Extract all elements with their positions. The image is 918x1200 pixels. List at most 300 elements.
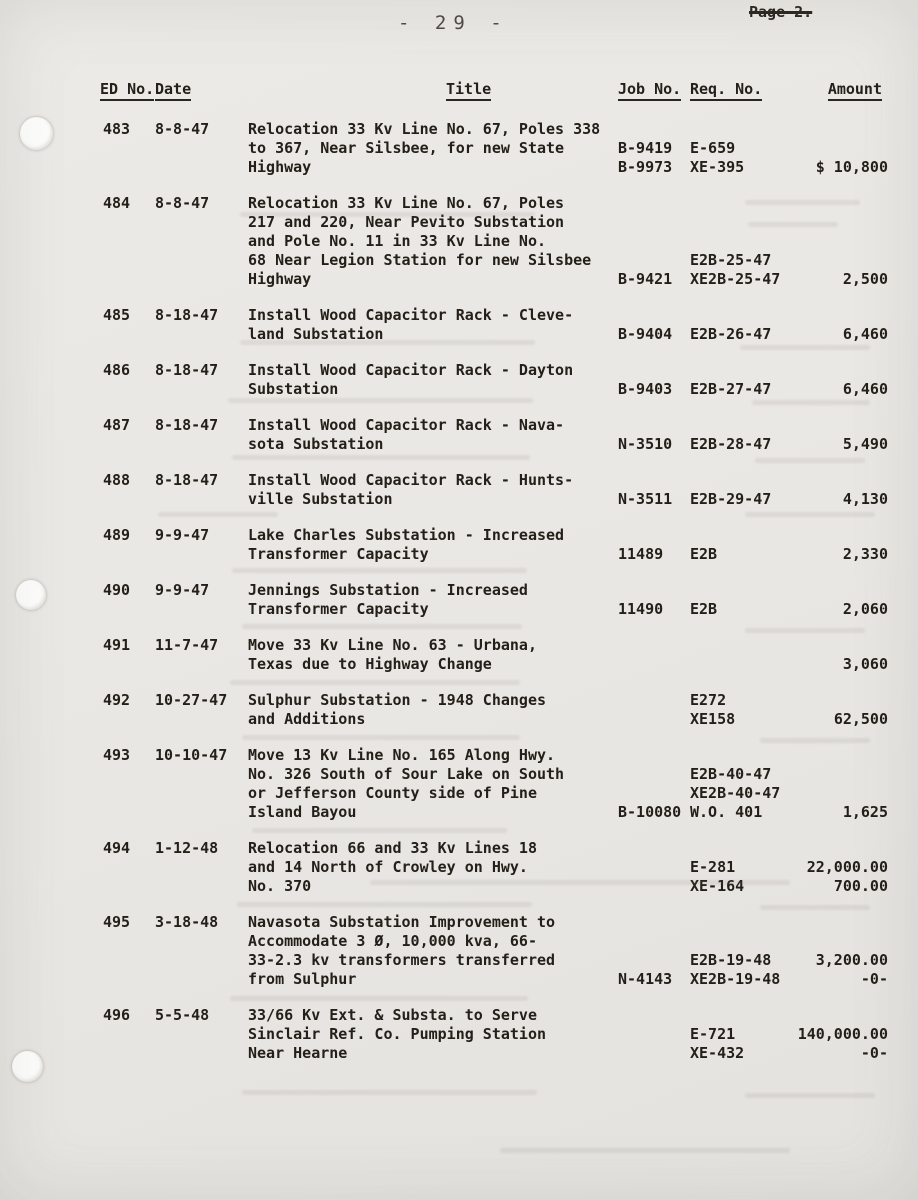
cell-line (618, 471, 690, 490)
req-no-cell (690, 416, 790, 454)
cell-line: N-4143 (618, 970, 673, 988)
cell-line (790, 839, 888, 858)
ledger-table (100, 80, 888, 1080)
cell-line (690, 232, 790, 251)
cell-line: E-721 (690, 1025, 736, 1043)
cell-line: from Sulphur (248, 970, 357, 988)
amount-cell (790, 1006, 888, 1063)
cell-line: 489 (103, 526, 131, 544)
cell-line: Accommodate 3 Ø, 10,000 kva, 66- (248, 932, 537, 950)
cell-line: E272 (690, 691, 727, 709)
req-no-cell (690, 194, 790, 289)
header-title (248, 80, 618, 99)
cell-line: land Substation (248, 325, 384, 343)
cell-line (618, 691, 690, 710)
title-cell (248, 471, 618, 509)
cell-line (790, 691, 888, 710)
title-cell (248, 913, 618, 989)
cell-line: 8-18-47 (155, 361, 219, 379)
cell-line (790, 361, 888, 380)
cell-line (790, 784, 888, 803)
job-no-cell (618, 1006, 690, 1063)
cell-line: 2,330 (842, 545, 888, 563)
title-cell (248, 416, 618, 454)
cell-line: Jennings Substation - Increased (248, 581, 528, 599)
cell-line: Sinclair Ref. Co. Pumping Station (248, 1025, 547, 1043)
cell-line (690, 581, 790, 600)
date-cell (155, 691, 248, 729)
cell-line: 2,060 (842, 600, 888, 618)
ed-no-cell (100, 839, 155, 896)
table-row (100, 416, 888, 454)
cell-line: No. 326 South of Sour Lake on South (248, 765, 565, 783)
req-no-cell (690, 636, 790, 674)
cell-line: 8-8-47 (155, 194, 210, 212)
title-cell (248, 120, 618, 177)
header-req-no-label: Req. No. (690, 80, 762, 101)
cell-line: 488 (103, 471, 131, 489)
req-no-cell (690, 1006, 790, 1063)
date-cell (155, 416, 248, 454)
cell-line: E2B-19-48 (690, 951, 772, 969)
cell-line (690, 655, 790, 674)
req-no-cell (690, 120, 790, 177)
cell-line: B-9973 (618, 158, 673, 176)
cell-line: $ 10,800 (815, 158, 888, 176)
cell-line: 487 (103, 416, 131, 434)
header-req-no (690, 80, 790, 99)
cell-line (790, 194, 888, 213)
cell-line (690, 839, 790, 858)
cell-line (790, 526, 888, 545)
job-no-cell (618, 120, 690, 177)
cell-line (618, 1044, 690, 1063)
cell-line: 700.00 (833, 877, 888, 895)
cell-line: -0- (860, 1044, 888, 1062)
cell-line: Relocation 33 Kv Line No. 67, Poles (248, 194, 565, 212)
job-no-cell (618, 636, 690, 674)
cell-line: 10-27-47 (155, 691, 228, 709)
cell-line: 11490 (618, 600, 664, 618)
cell-line: 494 (103, 839, 131, 857)
table-row (100, 581, 888, 619)
cell-line: Lake Charles Substation - Increased (248, 526, 565, 544)
date-cell (155, 913, 248, 989)
amount-cell (790, 416, 888, 454)
table-row (100, 526, 888, 564)
cell-line (690, 913, 790, 932)
cell-line: 6,460 (842, 325, 888, 343)
cell-line: B-9403 (618, 380, 673, 398)
amount-cell (790, 194, 888, 289)
cell-line (618, 636, 690, 655)
cell-line (790, 139, 888, 158)
cell-line: 493 (103, 746, 131, 764)
date-cell (155, 746, 248, 822)
cell-line: E2B (690, 600, 718, 618)
cell-line: 11-7-47 (155, 636, 219, 654)
date-cell (155, 1006, 248, 1063)
date-cell (155, 306, 248, 344)
cell-line: 486 (103, 361, 131, 379)
cell-line: 496 (103, 1006, 131, 1024)
hole-punch (16, 580, 46, 610)
cell-line (618, 877, 690, 896)
cell-line: 6,460 (842, 380, 888, 398)
cell-line (618, 306, 690, 325)
cell-line: 62,500 (833, 710, 888, 728)
cell-line (618, 361, 690, 380)
header-ed-no (100, 80, 155, 99)
cell-line: 491 (103, 636, 131, 654)
hole-punch (12, 1051, 43, 1082)
header-date (155, 80, 248, 99)
cell-line: 8-18-47 (155, 416, 219, 434)
cell-line: B-10080 (618, 803, 682, 821)
cell-line: Install Wood Capacitor Rack - Hunts- (248, 471, 574, 489)
cell-line: B-9421 (618, 270, 673, 288)
cell-line: XE-164 (690, 877, 745, 895)
cell-line: Highway (248, 158, 312, 176)
cell-line: E2B (690, 545, 718, 563)
cell-line (618, 913, 690, 932)
table-row (100, 194, 888, 289)
cell-line (690, 471, 790, 490)
cell-line: 8-18-47 (155, 471, 219, 489)
cell-line (690, 120, 790, 139)
title-cell (248, 636, 618, 674)
cell-line (690, 194, 790, 213)
job-no-cell (618, 691, 690, 729)
req-no-cell (690, 839, 790, 896)
cell-line: 3,200.00 (815, 951, 888, 969)
amount-cell (790, 581, 888, 619)
req-no-cell (690, 361, 790, 399)
cell-line: XE-395 (690, 158, 745, 176)
table-row (100, 636, 888, 674)
cell-line: Move 13 Kv Line No. 165 Along Hwy. (248, 746, 556, 764)
ed-no-cell (100, 526, 155, 564)
table-row (100, 306, 888, 344)
cell-line: Texas due to Highway Change (248, 655, 492, 673)
cell-line: E2B-29-47 (690, 490, 772, 508)
cell-line (690, 213, 790, 232)
cell-line: 1-12-48 (155, 839, 219, 857)
cell-line: E-281 (690, 858, 736, 876)
amount-cell (790, 839, 888, 896)
job-no-cell (618, 526, 690, 564)
cell-line (618, 710, 690, 729)
table-rows (100, 120, 888, 1063)
cell-line: XE2B-19-48 (690, 970, 781, 988)
cell-line (790, 581, 888, 600)
cell-line: B-9404 (618, 325, 673, 343)
table-row (100, 913, 888, 989)
cell-line: and Pole No. 11 in 33 Kv Line No. (248, 232, 547, 250)
cell-line: 2,500 (842, 270, 888, 288)
cell-line: Sulphur Substation - 1948 Changes (248, 691, 547, 709)
title-cell (248, 526, 618, 564)
cell-line: 11489 (618, 545, 664, 563)
cell-line (790, 932, 888, 951)
cell-line (618, 416, 690, 435)
cell-line: B-9419 (618, 139, 673, 157)
title-cell (248, 306, 618, 344)
cell-line (618, 655, 690, 674)
cell-line: No. 370 (248, 877, 312, 895)
header-date-label: Date (155, 80, 191, 101)
cell-line: E-659 (690, 139, 736, 157)
job-no-cell (618, 306, 690, 344)
cell-line: to 367, Near Silsbee, for new State (248, 139, 565, 157)
ed-no-cell (100, 581, 155, 619)
cell-line (690, 361, 790, 380)
cell-line (618, 251, 690, 270)
cell-line: E2B-40-47 (690, 765, 772, 783)
cell-line (618, 194, 690, 213)
cell-line (690, 1006, 790, 1025)
cell-line: Relocation 66 and 33 Kv Lines 18 (248, 839, 537, 857)
cell-line: 33/66 Kv Ext. & Substa. to Serve (248, 1006, 537, 1024)
cell-line: and Additions (248, 710, 366, 728)
job-no-cell (618, 839, 690, 896)
job-no-cell (618, 746, 690, 822)
cell-line: 495 (103, 913, 131, 931)
req-no-cell (690, 746, 790, 822)
amount-cell (790, 691, 888, 729)
cell-line (790, 232, 888, 251)
header-title-label: Title (446, 80, 491, 101)
cell-line: Install Wood Capacitor Rack - Dayton (248, 361, 574, 379)
cell-line: 484 (103, 194, 131, 212)
title-cell (248, 1006, 618, 1063)
cell-line: XE-432 (690, 1044, 745, 1062)
date-cell (155, 120, 248, 177)
req-no-cell (690, 691, 790, 729)
ed-no-cell (100, 471, 155, 509)
req-no-cell (690, 306, 790, 344)
cell-line: XE2B-25-47 (690, 270, 781, 288)
smudge (242, 1090, 537, 1095)
title-cell (248, 839, 618, 896)
cell-line: Highway (248, 270, 312, 288)
cell-line (618, 839, 690, 858)
cell-line (618, 581, 690, 600)
smudge (745, 1093, 875, 1098)
job-no-cell (618, 416, 690, 454)
cell-line: 3,060 (842, 655, 888, 673)
cell-line: E2B-28-47 (690, 435, 772, 453)
cell-line: XE158 (690, 710, 736, 728)
cell-line: Navasota Substation Improvement to (248, 913, 556, 931)
cell-line (690, 932, 790, 951)
cell-line (618, 1006, 690, 1025)
title-cell (248, 691, 618, 729)
table-row (100, 361, 888, 399)
cell-line: N-3511 (618, 490, 673, 508)
ed-no-cell (100, 361, 155, 399)
cell-line (618, 120, 690, 139)
cell-line: 3-18-48 (155, 913, 219, 931)
cell-line: 9-9-47 (155, 526, 210, 544)
amount-cell (790, 361, 888, 399)
cell-line: 483 (103, 120, 131, 138)
amount-cell (790, 913, 888, 989)
header-job-no-label: Job No. (618, 80, 681, 101)
cell-line (618, 951, 690, 970)
cell-line: Relocation 33 Kv Line No. 67, Poles 338 (248, 120, 601, 138)
cell-line (690, 416, 790, 435)
table-row (100, 839, 888, 896)
amount-cell (790, 636, 888, 674)
page-number: - 29 - (398, 12, 509, 34)
job-no-cell (618, 194, 690, 289)
cell-line (790, 251, 888, 270)
cell-line: 22,000.00 (806, 858, 888, 876)
struck-page-label: Page 2. (749, 3, 813, 21)
cell-line: 68 Near Legion Station for new Silsbee (248, 251, 592, 269)
header-ed-no-label: ED No. (100, 80, 154, 101)
title-cell (248, 746, 618, 822)
req-no-cell (690, 471, 790, 509)
cell-line (790, 416, 888, 435)
cell-line: 1,625 (842, 803, 888, 821)
cell-line (618, 746, 690, 765)
table-row (100, 1006, 888, 1063)
cell-line: Transformer Capacity (248, 545, 429, 563)
date-cell (155, 839, 248, 896)
req-no-cell (690, 913, 790, 989)
date-cell (155, 526, 248, 564)
job-no-cell (618, 581, 690, 619)
cell-line (790, 636, 888, 655)
ed-no-cell (100, 746, 155, 822)
ed-no-cell (100, 1006, 155, 1063)
cell-line: ville Substation (248, 490, 393, 508)
amount-cell (790, 746, 888, 822)
cell-line: E2B-27-47 (690, 380, 772, 398)
date-cell (155, 636, 248, 674)
cell-line (690, 636, 790, 655)
cell-line (690, 306, 790, 325)
header-amount-label: Amount (828, 80, 882, 101)
req-no-cell (690, 581, 790, 619)
cell-line: Transformer Capacity (248, 600, 429, 618)
cell-line (690, 526, 790, 545)
cell-line: Move 33 Kv Line No. 63 - Urbana, (248, 636, 537, 654)
table-row (100, 691, 888, 729)
cell-line: 33-2.3 kv transformers transferred (248, 951, 556, 969)
cell-line: 485 (103, 306, 131, 324)
cell-line (618, 213, 690, 232)
cell-line (618, 765, 690, 784)
cell-line: Install Wood Capacitor Rack - Cleve- (248, 306, 574, 324)
cell-line: 140,000.00 (797, 1025, 888, 1043)
date-cell (155, 581, 248, 619)
ed-no-cell (100, 913, 155, 989)
cell-line (618, 1025, 690, 1044)
ed-no-cell (100, 416, 155, 454)
cell-line: 8-18-47 (155, 306, 219, 324)
job-no-cell (618, 471, 690, 509)
table-row (100, 120, 888, 177)
cell-line: Install Wood Capacitor Rack - Nava- (248, 416, 565, 434)
cell-line (690, 746, 790, 765)
cell-line (790, 765, 888, 784)
date-cell (155, 194, 248, 289)
cell-line: Near Hearne (248, 1044, 348, 1062)
cell-line: and 14 North of Crowley on Hwy. (248, 858, 528, 876)
req-no-cell (690, 526, 790, 564)
table-header-row (100, 80, 888, 99)
cell-line: Island Bayou (248, 803, 357, 821)
ed-no-cell (100, 691, 155, 729)
cell-line: 217 and 220, Near Pevito Substation (248, 213, 565, 231)
cell-line: E2B-25-47 (690, 251, 772, 269)
cell-line: XE2B-40-47 (690, 784, 781, 802)
cell-line (790, 306, 888, 325)
cell-line: W.O. 401 (690, 803, 763, 821)
cell-line: 4,130 (842, 490, 888, 508)
cell-line (790, 913, 888, 932)
cell-line: 5-5-48 (155, 1006, 210, 1024)
cell-line: 5,490 (842, 435, 888, 453)
cell-line: 492 (103, 691, 131, 709)
cell-line: or Jefferson County side of Pine (248, 784, 537, 802)
header-job-no (618, 80, 690, 99)
cell-line: 8-8-47 (155, 120, 210, 138)
cell-line: sota Substation (248, 435, 384, 453)
cell-line: E2B-26-47 (690, 325, 772, 343)
ed-no-cell (100, 194, 155, 289)
amount-cell (790, 526, 888, 564)
cell-line (790, 746, 888, 765)
cell-line (618, 932, 690, 951)
cell-line (790, 213, 888, 232)
cell-line (618, 858, 690, 877)
amount-cell (790, 120, 888, 177)
cell-line: Substation (248, 380, 339, 398)
smudge (500, 1148, 790, 1153)
cell-line: 10-10-47 (155, 746, 228, 764)
cell-line (618, 784, 690, 803)
title-cell (248, 361, 618, 399)
ed-no-cell (100, 120, 155, 177)
hole-punch (20, 117, 53, 150)
cell-line (618, 526, 690, 545)
cell-line: -0- (860, 970, 888, 988)
date-cell (155, 361, 248, 399)
job-no-cell (618, 361, 690, 399)
cell-line: 490 (103, 581, 131, 599)
title-cell (248, 581, 618, 619)
cell-line (618, 232, 690, 251)
job-no-cell (618, 913, 690, 989)
title-cell (248, 194, 618, 289)
cell-line (790, 1006, 888, 1025)
cell-line (790, 120, 888, 139)
table-row (100, 746, 888, 822)
cell-line: 9-9-47 (155, 581, 210, 599)
cell-line (790, 471, 888, 490)
ed-no-cell (100, 636, 155, 674)
table-row (100, 471, 888, 509)
date-cell (155, 471, 248, 509)
amount-cell (790, 471, 888, 509)
amount-cell (790, 306, 888, 344)
header-amount (790, 80, 888, 99)
cell-line: N-3510 (618, 435, 673, 453)
